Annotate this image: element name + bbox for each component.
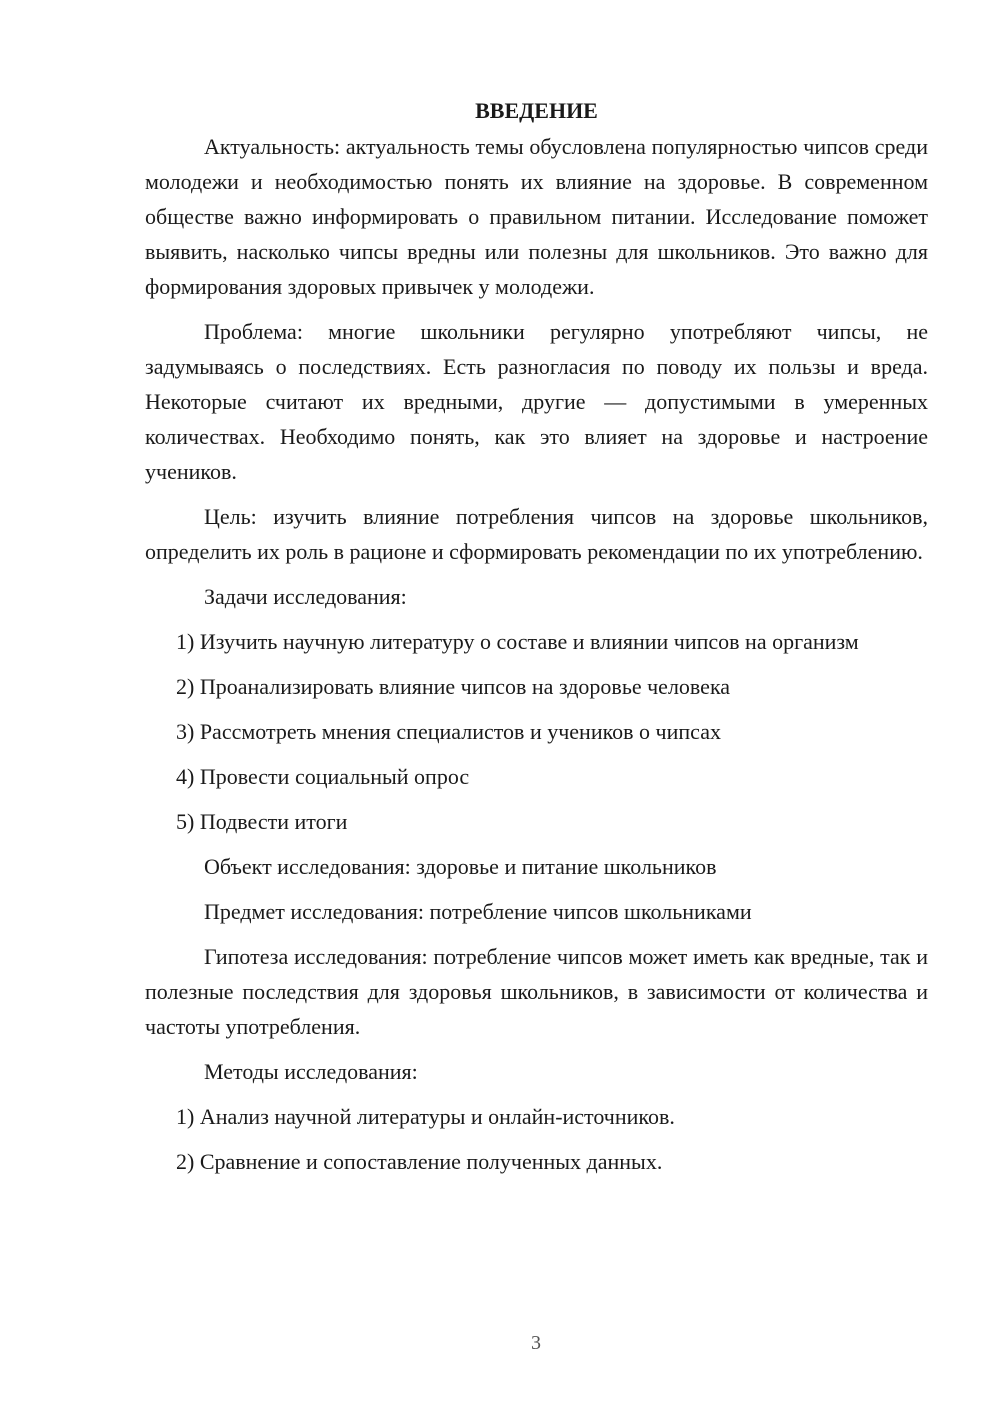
task-item: 3) Рассмотреть мнения специалистов и учеников о чипсах bbox=[176, 719, 721, 744]
problem-paragraph: Проблема: многие школьники регулярно употребляют чипсы, не задумываясь о последствиях. Есть разногласия по поводу их пользы и вреда. Некоторые считают их вредными, другие — допустимыми в умеренных количествах. Необходимо понять, как это влияет на здоровье и настроение учеников. bbox=[145, 319, 928, 484]
method-item: 2) Сравнение и сопоставление полученных данных. bbox=[176, 1149, 663, 1174]
task-item: 2) Проанализировать влияние чипсов на здоровье человека bbox=[176, 674, 731, 699]
subject-paragraph: Предмет исследования: потребление чипсов школьниками bbox=[204, 899, 752, 924]
document-page bbox=[145, 93, 928, 1189]
object-paragraph: Объект исследования: здоровье и питание школьников bbox=[204, 854, 717, 879]
method-item: 1) Анализ научной литературы и онлайн-источников. bbox=[176, 1104, 675, 1129]
methods-title: Методы исследования: bbox=[204, 1059, 418, 1084]
task-item: 1) Изучить научную литературу о составе и влиянии чипсов на организм bbox=[176, 629, 859, 654]
hypothesis-paragraph: Гипотеза исследования: потребление чипсов может иметь как вредные, так и полезные последствия для здоровья школьников, в зависимости от количества и частоты употребления. bbox=[145, 944, 928, 1039]
relevance-paragraph: Актуальность: актуальность темы обусловлена популярностью чипсов среди молодежи и необходимостью понять их влияние на здоровье. В современном обществе важно информировать о правильном питании. Исследование поможет выявить, насколько чипсы вредны или полезны для школьников. Это важно для формирования здоровых привычек у молодежи. bbox=[145, 134, 928, 299]
task-item: 5) Подвести итоги bbox=[176, 809, 348, 834]
page-number: 3 bbox=[531, 1332, 541, 1354]
section-heading: ВВЕДЕНИЕ bbox=[475, 98, 598, 123]
task-item: 4) Провести социальный опрос bbox=[176, 764, 470, 789]
tasks-title: Задачи исследования: bbox=[204, 584, 407, 609]
goal-paragraph: Цель: изучить влияние потребления чипсов на здоровье школьников, определить их роль в рационе и сформировать рекомендации по их употреблению. bbox=[145, 504, 928, 564]
